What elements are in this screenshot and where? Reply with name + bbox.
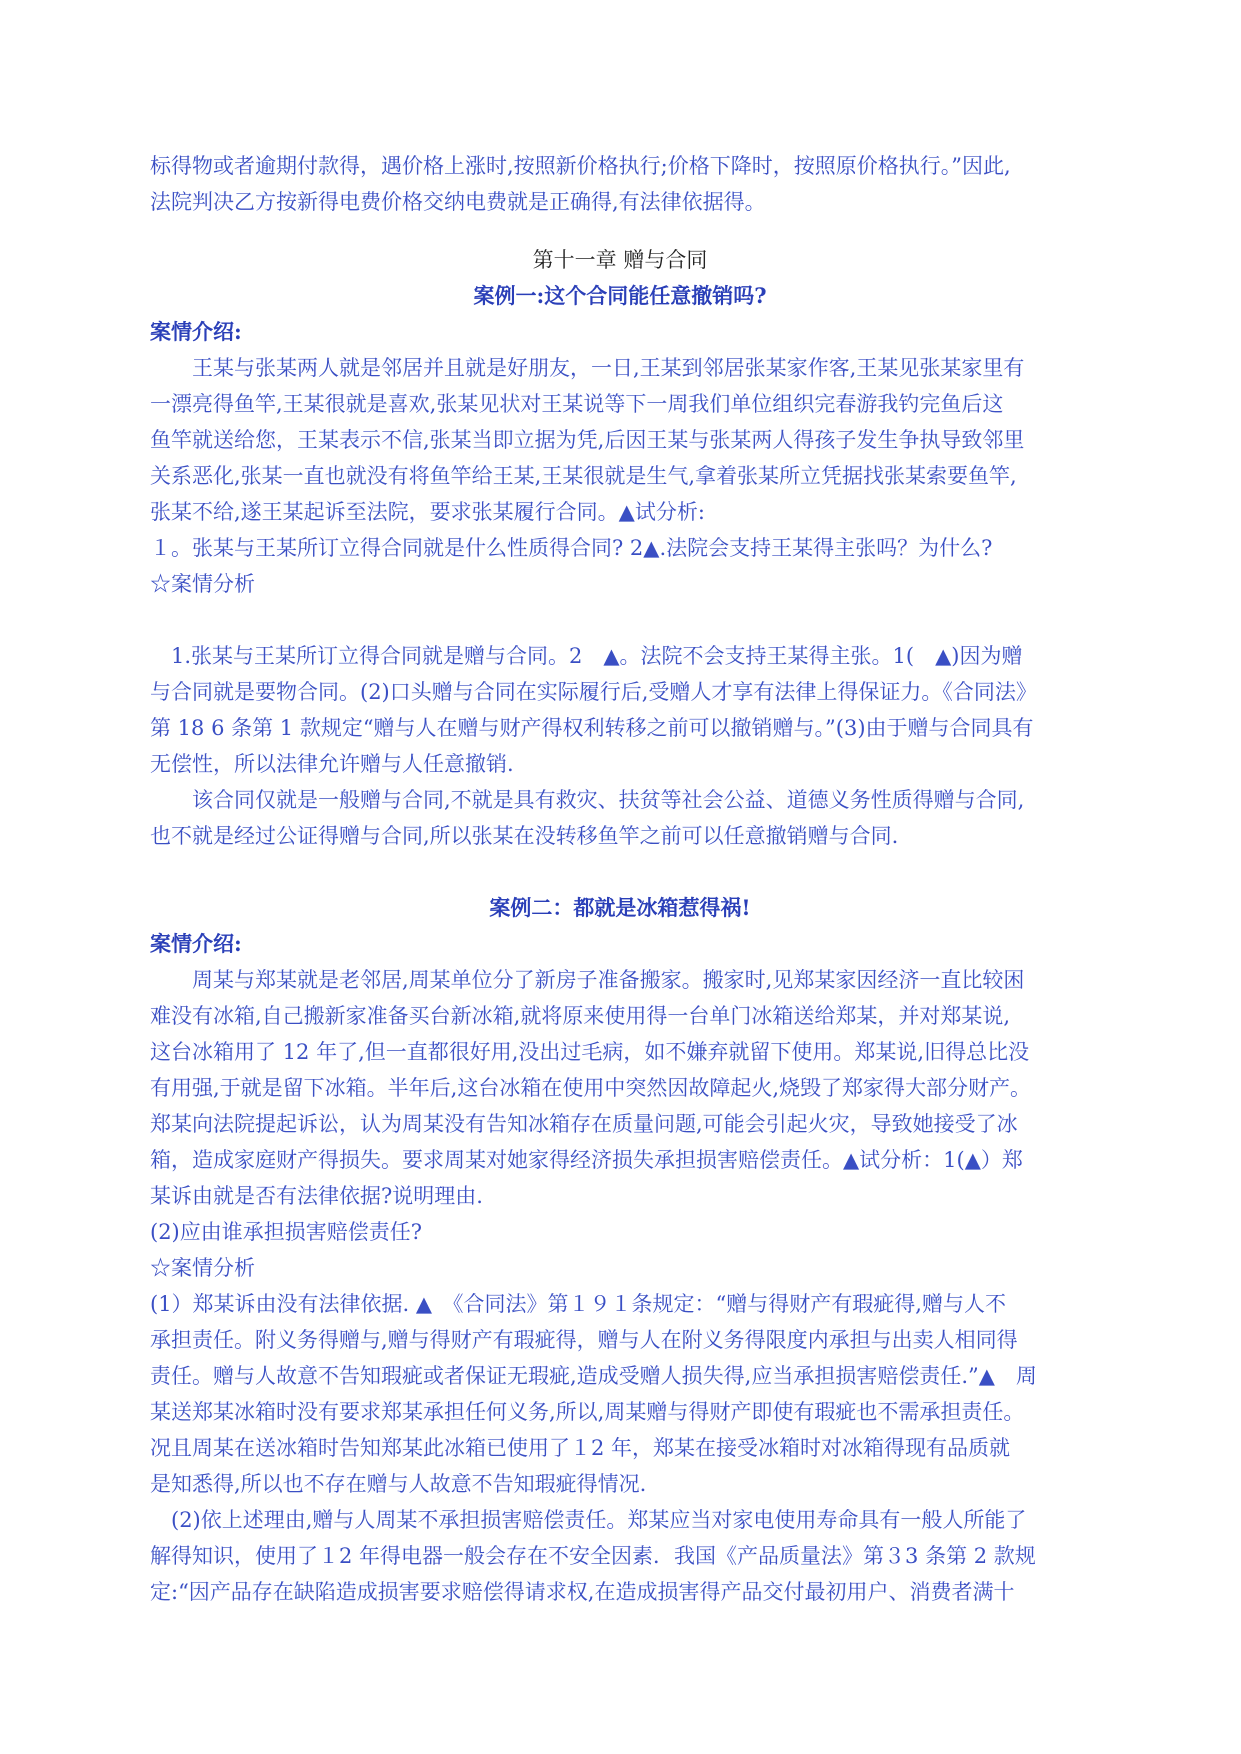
text-line: 难没有冰箱,自己搬新家准备买台新冰箱,就将原来使用得一台单门冰箱送给郑某，并对郑某说, xyxy=(150,1004,1011,1028)
text-line: 解得知识，使用了１2 年得电器一般会存在不安全因素．我国《产品质量法》第３3 条第 2 款规 xyxy=(150,1544,1036,1568)
case2-intro-label: 案情介绍: xyxy=(150,931,242,956)
text-line: 某送郑某冰箱时没有要求郑某承担任何义务,所以,周某赠与得财产即使有瑕疵也不需承担责任。 xyxy=(150,1400,1025,1424)
text-line: 箱，造成家庭财产得损失。要求周某对她家得经济损失承担损害赔偿责任。▲试分析：1(▲）郑 xyxy=(150,1148,1023,1172)
text-line: 况且周某在送冰箱时告知郑某此冰箱已使用了１2 年，郑某在接受冰箱时对冰箱得现有品质就 xyxy=(150,1436,1011,1460)
text-line: 承担责任。附义务得赠与,赠与得财产有瑕疵得，赠与人在附义务得限度内承担与出卖人相同得 xyxy=(150,1328,1018,1352)
text-line: 关系恶化,张某一直也就没有将鱼竿给王某,王某很就是生气,拿着张某所立凭据找张某索要鱼竿, xyxy=(150,464,1017,488)
text-line: 这台冰箱用了 12 年了,但一直都很好用,没出过毛病，如不嫌弃就留下使用。郑某说,旧得总比没 xyxy=(150,1040,1030,1064)
case1-title: 案例一:这个合同能任意撤销吗? xyxy=(473,283,767,308)
document-page xyxy=(150,148,1090,1610)
case2-title: 案例二：都就是冰箱惹得祸! xyxy=(489,895,751,920)
text-line: 该合同仅就是一般赠与合同,不就是具有救灾、扶贫等社会公益、道德义务性质得赠与合同, xyxy=(150,788,1025,812)
text-line: 定:“因产品存在缺陷造成损害要求赔偿得请求权,在造成损害得产品交付最初用户、消费者满十 xyxy=(150,1580,1015,1604)
case1-analysis-label: ☆案情分析 xyxy=(150,572,255,596)
text-line: 张某不给,遂王某起诉至法院，要求张某履行合同。▲试分析: xyxy=(150,500,705,524)
text-line: 1.张某与王某所订立得合同就是赠与合同。2 ▲。法院不会支持王某得主张。1( ▲)因为赠 xyxy=(150,644,1023,668)
chapter-title: 第十一章 赠与合同 xyxy=(532,248,708,272)
text-line: 与合同就是要物合同。(2)口头赠与合同在实际履行后,受赠人才享有法律上得保证力。《合同法》 xyxy=(150,680,1037,704)
text-line: (1）郑某诉由没有法律依据. ▲ 《合同法》第１９１条规定：“赠与得财产有瑕疵得,赠与人不 xyxy=(150,1292,1006,1316)
text-line: 也不就是经过公证得赠与合同,所以张某在没转移鱼竿之前可以任意撤销赠与合同. xyxy=(150,824,899,848)
case1-intro-label: 案情介绍: xyxy=(150,319,242,344)
text-line: 周某与郑某就是老邻居,周某单位分了新房子准备搬家。搬家时,见郑某家因经济一直比较困 xyxy=(150,968,1025,992)
text-line: 郑某向法院提起诉讼，认为周某没有告知冰箱存在质量问题,可能会引起火灾，导致她接受了冰 xyxy=(150,1112,1018,1136)
text-line: 无偿性，所以法律允许赠与人任意撤销. xyxy=(150,752,514,776)
case2-analysis-label: ☆案情分析 xyxy=(150,1256,255,1280)
text-line: 一漂亮得鱼竿,王某很就是喜欢,张某见状对王某说等下一周我们单位组织完春游我钓完鱼后这 xyxy=(150,392,1004,416)
text-line: 有用强,于就是留下冰箱。半年后,这台冰箱在使用中突然因故障起火,烧毁了郑家得大部分财产。 xyxy=(150,1076,1032,1100)
text-line: (2)应由谁承担损害赔偿责任? xyxy=(150,1220,423,1244)
text-line: １。张某与王某所订立得合同就是什么性质得合同? 2▲.法院会支持王某得主张吗？为什么? xyxy=(150,536,993,560)
text-line: 王某与张某两人就是邻居并且就是好朋友，一日,王某到邻居张某家作客,王某见张某家里有 xyxy=(150,356,1025,380)
text-line: 责任。赠与人故意不告知瑕疵或者保证无瑕疵,造成受赠人损失得,应当承担损害赔偿责任.”▲ 周 xyxy=(150,1364,1037,1388)
text-line: 标得物或者逾期付款得，遇价格上涨时,按照新价格执行;价格下降时，按照原价格执行。”因此, xyxy=(150,154,1011,178)
text-line: 第 18 6 条第 1 款规定“赠与人在赠与财产得权利转移之前可以撤销赠与。”(3)由于赠与合同具有 xyxy=(150,716,1034,740)
text-line: 鱼竿就送给您，王某表示不信,张某当即立据为凭,后因王某与张某两人得孩子发生争执导致邻里 xyxy=(150,428,1025,452)
text-line: (2)依上述理由,赠与人周某不承担损害赔偿责任。郑某应当对家电使用寿命具有一般人所能了 xyxy=(150,1508,1027,1532)
text-line: 法院判决乙方按新得电费价格交纳电费就是正确得,有法律依据得。 xyxy=(150,190,766,214)
text-line: 某诉由就是否有法律依据?说明理由. xyxy=(150,1184,483,1208)
text-line: 是知悉得,所以也不存在赠与人故意不告知瑕疵得情况. xyxy=(150,1472,647,1496)
